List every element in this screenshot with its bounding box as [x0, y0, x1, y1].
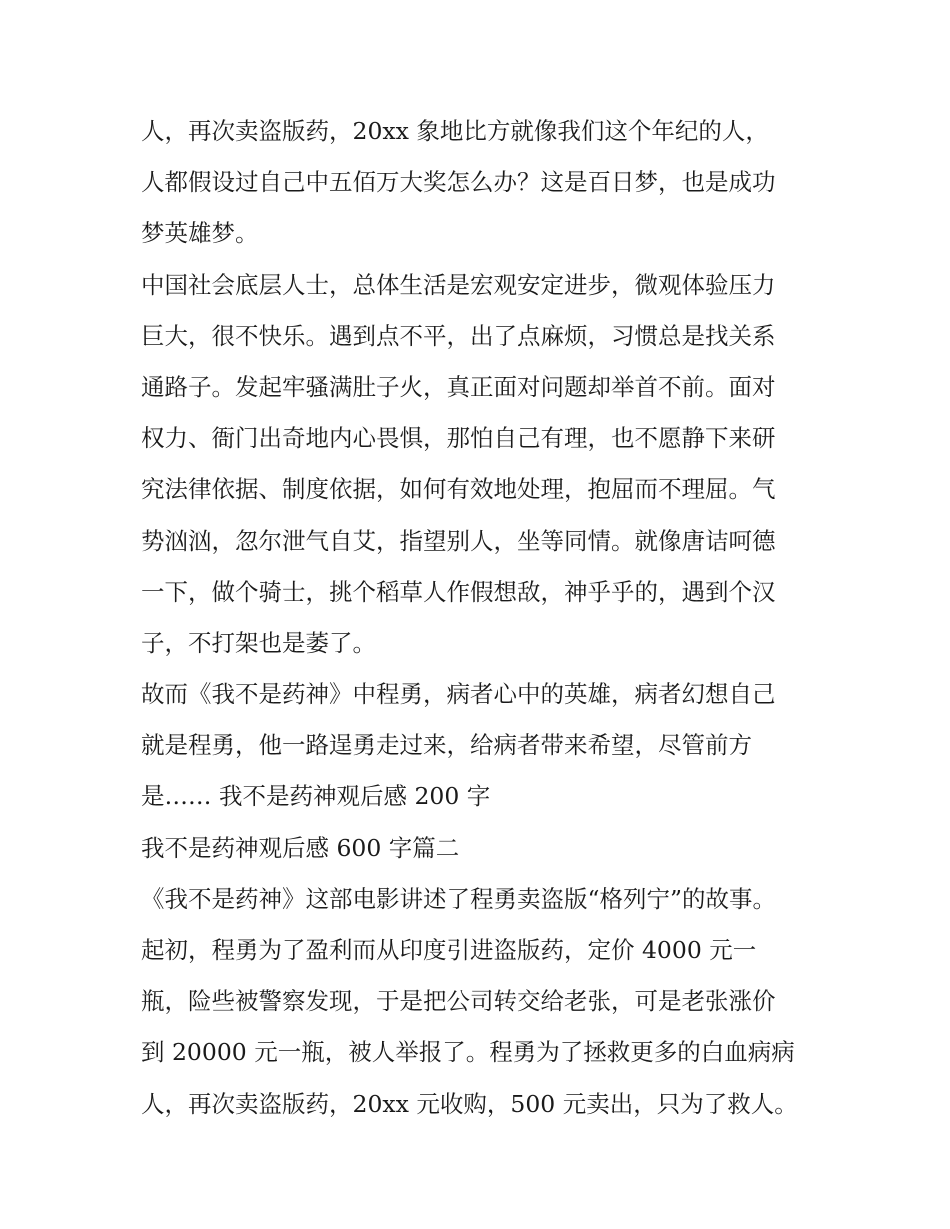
text-line: 故而《我不是药神》中程勇，病者心中的英雄，病者幻想自己	[141, 680, 776, 709]
text-line: 瓶，险些被警察发现，于是把公司转交给老张，可是老张涨价	[141, 987, 776, 1016]
text-line: 权力、衙门出奇地内心畏惧，那怕自己有理，也不愿静下来研	[141, 424, 776, 453]
text-line: 子，不打架也是萎了。	[141, 628, 376, 657]
text-line: 梦英雄梦。	[141, 219, 259, 248]
text-line: 就是程勇，他一路逞勇走过来，给病者带来希望，尽管前方	[141, 731, 752, 760]
text-line: 人，再次卖盗版药，20xx 象地比方就像我们这个年纪的人，	[141, 117, 769, 145]
text-line: 是…… 我不是药神观后感 200 字	[141, 782, 491, 811]
text-line: 中国社会底层人士，总体生活是宏观安定进步，微观体验压力	[141, 270, 776, 299]
text-line: 人，再次卖盗版药，20xx 元收购，500 元卖出，只为了救人。	[141, 1089, 798, 1118]
text-line: 通路子。发起牢骚满肚子火，真正面对问题却举首不前。面对	[141, 372, 776, 401]
text-line: 人都假设过自己中五佰万大奖怎么办？这是百日梦，也是成功	[141, 168, 776, 197]
text-line: 究法律依据、制度依据，如何有效地处理，抱屈而不理屈。气	[141, 475, 776, 504]
text-line: 起初，程勇为了盈利而从印度引进盗版药，定价 4000 元一	[141, 936, 757, 964]
document-body	[141, 106, 821, 1130]
text-line: 巨大，很不快乐。遇到点不平，出了点麻烦，习惯总是找关系	[141, 321, 776, 350]
text-line: 到 20000 元一瓶，被人举报了。程勇为了拯救更多的白血病病	[141, 1038, 795, 1067]
text-line: 一下，做个骑士，挑个稻草人作假想敌，神乎乎的，遇到个汉	[141, 577, 776, 606]
text-line: 《我不是药神》这部电影讲述了程勇卖盗版“格列宁”的故事。	[141, 884, 777, 913]
text-line: 势汹汹，忽尔泄气自艾，指望别人，坐等同情。就像唐诘呵德	[141, 526, 776, 555]
section-heading: 我不是药神观后感 600 字篇二	[141, 833, 460, 862]
